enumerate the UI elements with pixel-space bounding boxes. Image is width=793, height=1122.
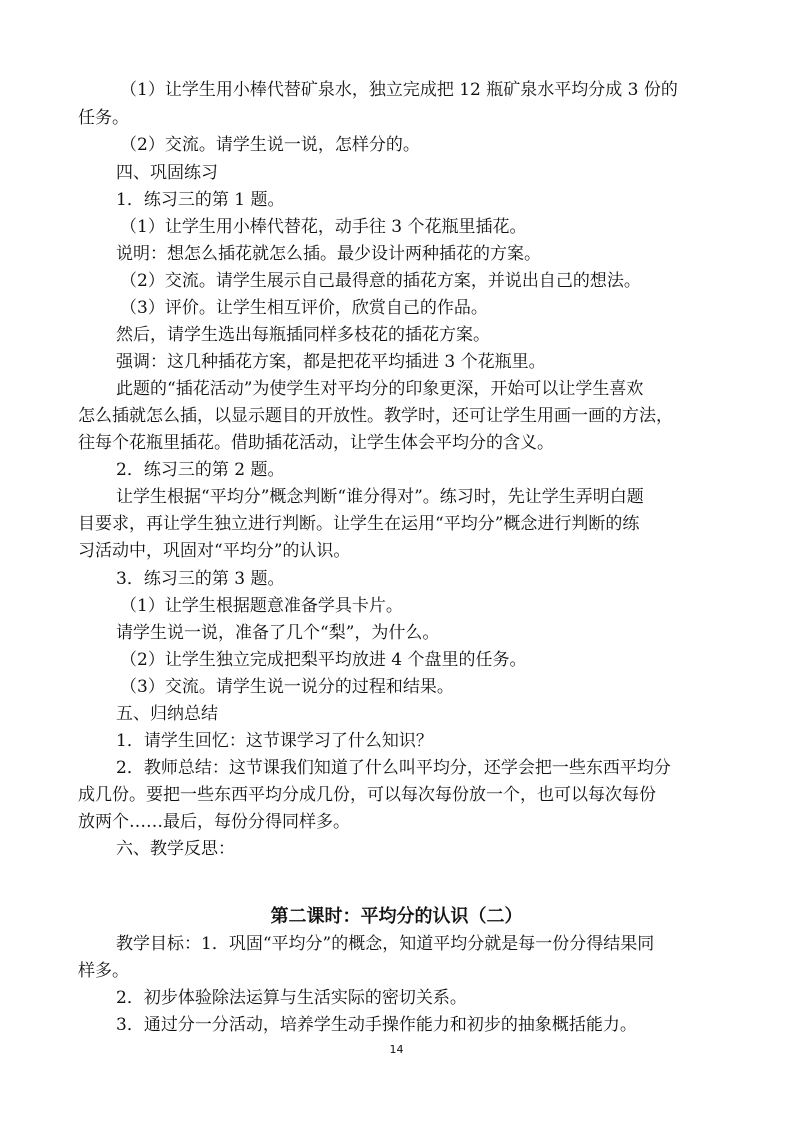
paragraph-line: （1）让学生根据题意准备学具卡片。 <box>120 596 403 616</box>
paragraph-line: 3．通过分一分活动，培养学生动手操作能力和初步的抽象概括能力。 <box>116 1015 637 1035</box>
paragraph-line: 习活动中，巩固对“平均分”的认识。 <box>78 541 351 561</box>
paragraph-line: 然后，请学生选出每瓶插同样多枝花的插花方案。 <box>116 325 490 345</box>
paragraph-line: 教学目标：1．巩固“平均分”的概念，知道平均分就是每一份分得结果同 <box>116 934 655 954</box>
paragraph-line: 2．初步体验除法运算与生活实际的密切关系。 <box>116 988 467 1008</box>
exercise-heading: 1．练习三的第 1 题。 <box>116 190 285 210</box>
paragraph-line: 让学生根据“平均分”概念判断“谁分得对”。练习时，先让学生弄明白题 <box>116 487 644 507</box>
paragraph-line: （2）让学生独立完成把梨平均放进 4 个盘里的任务。 <box>120 650 527 670</box>
paragraph-line: 强调：这几种插花方案，都是把花平均插进 3 个花瓶里。 <box>116 352 546 372</box>
paragraph-line: 成几份。要把一些东西平均分成几份，可以每次每份放一个，也可以每次每份 <box>78 785 656 805</box>
paragraph-line: 请学生说一说，准备了几个“梨”，为什么。 <box>116 623 440 643</box>
exercise-heading: 2．练习三的第 2 题。 <box>116 460 285 480</box>
exercise-heading: 3．练习三的第 3 题。 <box>116 569 285 589</box>
section-heading: 六、教学反思： <box>116 839 235 859</box>
paragraph-line: （1）让学生用小棒代替矿泉水，独立完成把 12 瓶矿泉水平均分成 3 份的 <box>120 80 678 100</box>
paragraph-line: 任务。 <box>78 108 129 128</box>
paragraph-line: （3）交流。请学生说一说分的过程和结果。 <box>120 677 454 697</box>
paragraph-line: 此题的“插花活动”为使学生对平均分的印象更深，开始可以让学生喜欢 <box>116 379 644 399</box>
paragraph-line: （2）交流。请学生说一说，怎样分的。 <box>120 135 420 155</box>
paragraph-line: 放两个……最后，每份分得同样多。 <box>78 812 350 832</box>
section-heading: 五、归纳总结 <box>116 704 218 724</box>
section-heading: 四、巩固练习 <box>116 163 218 183</box>
paragraph-line: （1）让学生用小棒代替花，动手往 3 个花瓶里插花。 <box>120 217 527 237</box>
paragraph-line: 说明：想怎么插花就怎么插。最少设计两种插花的方案。 <box>116 244 541 264</box>
section-title: 第二课时：平均分的认识（二） <box>270 906 523 927</box>
paragraph-line: 1．请学生回忆：这节课学习了什么知识？ <box>116 731 433 751</box>
paragraph-line: （2）交流。请学生展示自己最得意的插花方案，并说出自己的想法。 <box>120 271 641 291</box>
paragraph-line: 2．教师总结：这节课我们知道了什么叫平均分，还学会把一些东西平均分 <box>116 758 671 778</box>
paragraph-line: （3）评价。让学生相互评价，欣赏自己的作品。 <box>120 298 488 318</box>
page-number: 14 <box>389 1043 404 1056</box>
paragraph-line: 怎么插就怎么插，以显示题目的开放性。教学时，还可让学生用画一画的方法， <box>78 406 673 426</box>
paragraph-line: 样多。 <box>78 961 129 981</box>
paragraph-line: 目要求，再让学生独立进行判断。让学生在运用“平均分”概念进行判断的练 <box>78 514 640 534</box>
paragraph-line: 往每个花瓶里插花。借助插花活动，让学生体会平均分的含义。 <box>78 433 554 453</box>
